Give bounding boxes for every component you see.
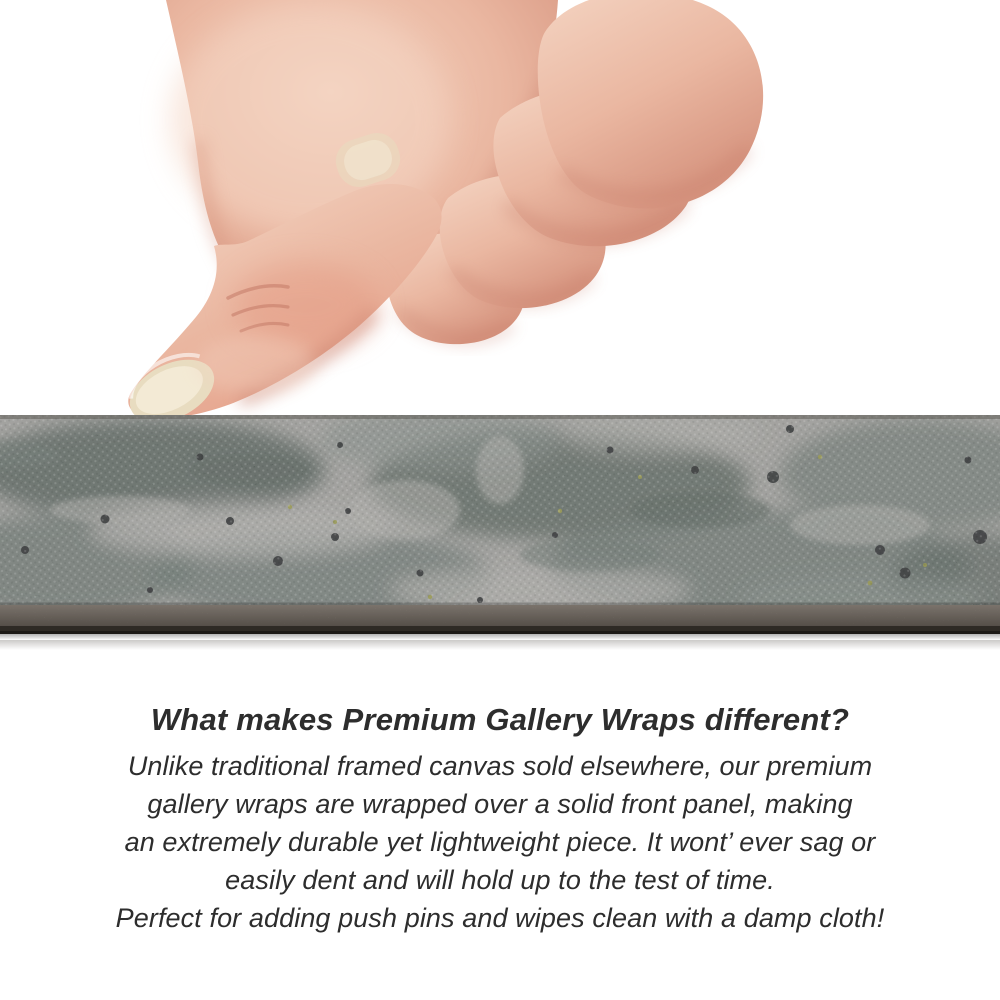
canvas-drop-shadow xyxy=(0,640,1000,650)
body-line-4: easily dent and will hold up to the test of time. xyxy=(225,865,775,895)
body-line-2: gallery wraps are wrapped over a solid front panel, making xyxy=(147,789,853,819)
description-block xyxy=(0,702,1000,937)
body-line-1: Unlike traditional framed canvas sold elsewhere, our premium xyxy=(127,751,873,781)
hand-photo xyxy=(0,0,1000,420)
canvas-texture xyxy=(0,415,1000,625)
headline: What makes Premium Gallery Wraps different? xyxy=(150,702,850,737)
canvas-bottom-edge xyxy=(0,605,1000,640)
canvas-edge-strip xyxy=(0,415,1000,640)
body-line-5: Perfect for adding push pins and wipes clean with a damp cloth! xyxy=(115,903,885,933)
body-line-3: an extremely durable yet lightweight piece. It wont’ ever sag or xyxy=(124,827,876,857)
